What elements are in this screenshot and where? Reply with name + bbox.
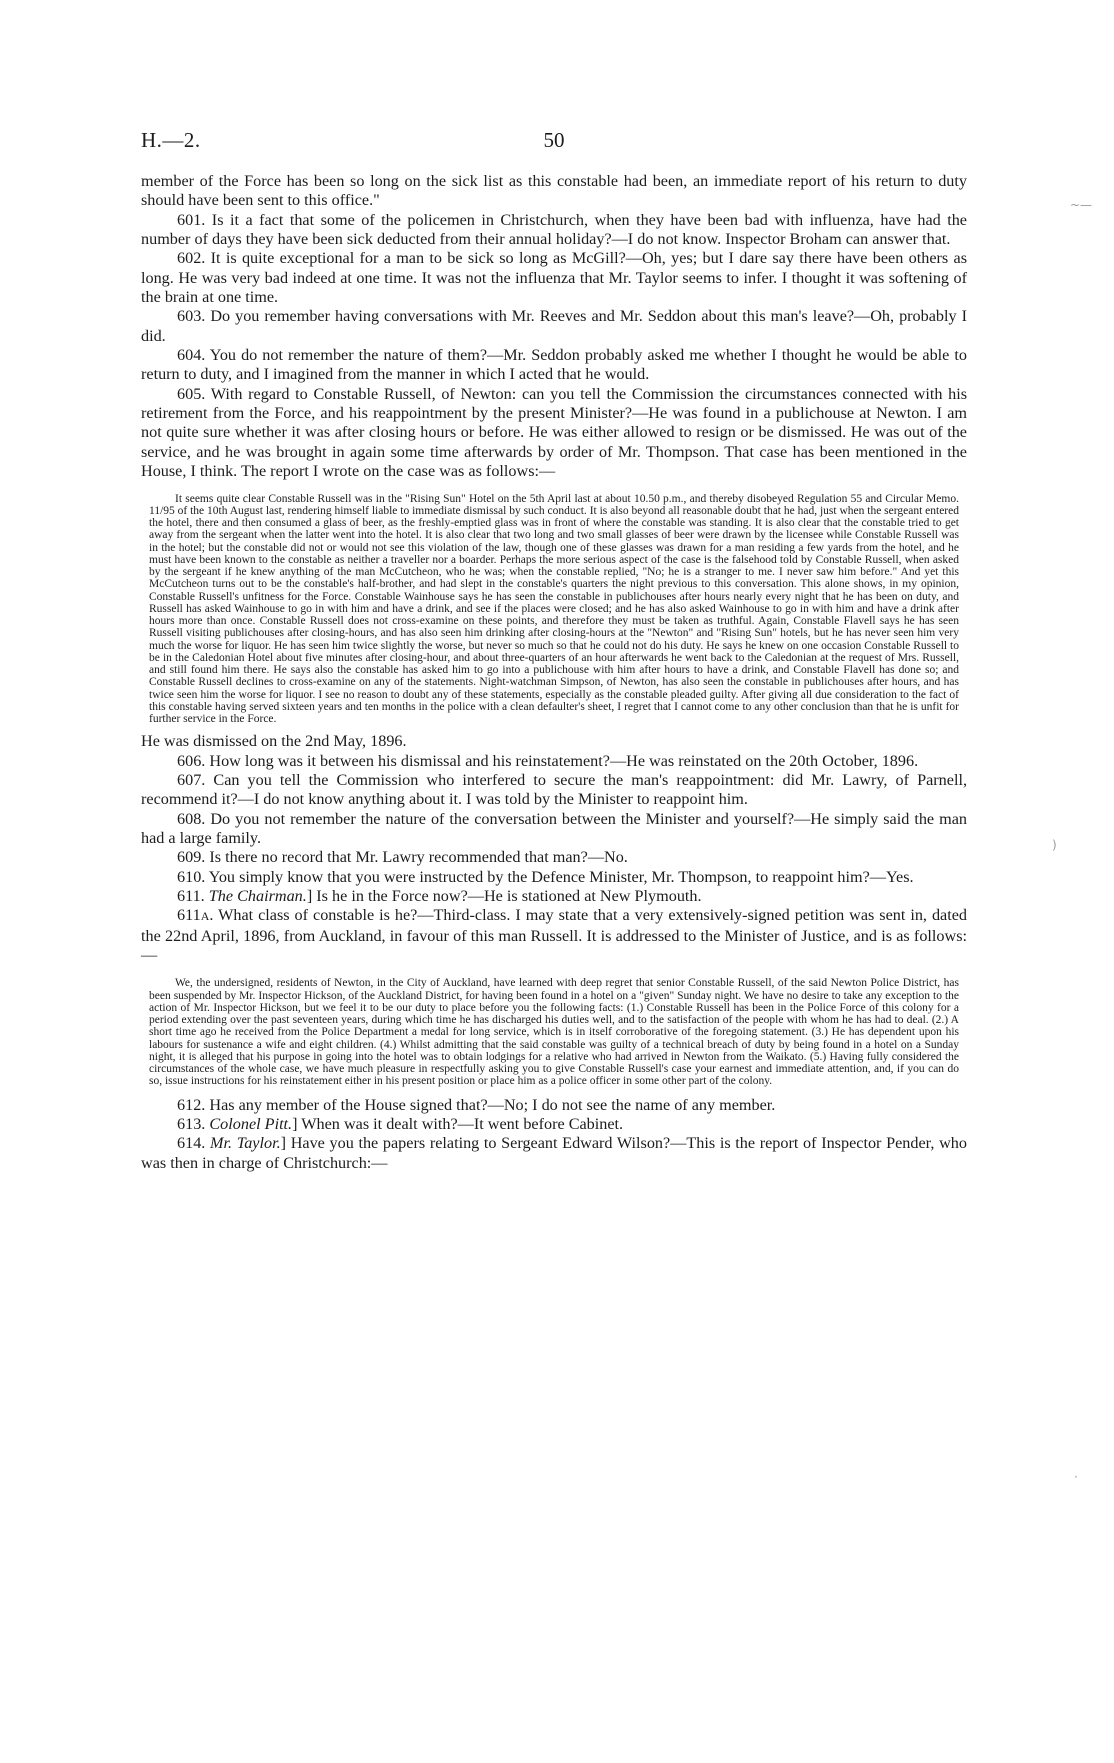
margin-mark: · (1074, 1470, 1078, 1484)
paragraph-608: 608. Do you not remember the nature of the conversation between the Minister and yourself?—He simply said the man had a large family. (141, 809, 967, 847)
question-number: 611 (177, 906, 201, 925)
petition-quote: We, the undersigned, residents of Newton, in the City of Auckland, have learned with deep regret that senior Constable Russell, of the said Newton Police District, has been suspended by Mr. Inspector Hickson, of the Auckland District, for having been found in a hotel on a "given" Sunday night. We have no desire to take any exception to the action of Mr. Inspector Hickson, but we feel it to be our duty to place before you the following facts: (1.) Constable Russell has been in the Police Force of this colony for a period extending over the past seventeen years, during which time he has discharged his duties well, and to the satisfaction of the people with whom he has had to deal. (2.) A short time ago he received from the Police Department a medal for long service, which is in itself corroborative of the foregoing statement. (3.) He has dependent upon his labours for sustenance a wife and eight children. (4.) Whilst admitting that the said constable was guilty of a technical breach of duty by being found in a hotel on a Sunday night, it is alleged that his purpose in going into the hotel was to obtain lodgings for a relative who had arrived in Newton from the Waikato. (5.) Having fully considered the circumstances of the whole case, we have much pleasure in respectfully asking you to give Constable Russell's case your earnest and immediate attention, and, if you can do so, issue instructions for his reinstatement either in his present position or place him as a police officer in some other part of the colony. (149, 977, 959, 1088)
paragraph-602: 602. It is quite exceptional for a man to be sick so long as McGill?—Oh, yes; but I dare say there have been others as long. He was very bad indeed at one time. It was not the influenza that Mr. Taylor seems to infer. I thought it was softening of the brain at one time. (141, 249, 967, 307)
paragraph-606: 606. How long was it between his dismissal and his reinstatement?—He was reinstated on the 20th October, 1896. (177, 751, 919, 770)
paragraph-603: 603. Do you remember having conversations with Mr. Reeves and Mr. Seddon about this man's leave?—Oh, probably I did. (141, 307, 967, 345)
paragraph-610: 610. You simply know that you were instructed by the Defence Minister, Mr. Thompson, to reappoint him?—Yes. (177, 867, 914, 886)
paragraph-611 (141, 887, 967, 906)
speaker-name: Mr. Taylor. (210, 1134, 281, 1153)
paragraph: He was dismissed on the 2nd May, 1896. (141, 732, 407, 751)
question-text: ] Have you the papers relating to Sergeant Edward Wilson?—This is the report of Inspector Pender, who was then in charge of Christchurch:— (141, 1134, 967, 1172)
paragraph-605: 605. With regard to Constable Russell, of Newton: can you tell the Commission the circumstances connected with his retirement from the Force, and his reappointment by the present Minister?—He was found in a publichouse at Newton. I am not quite sure whether it was after closing hours or before. He was either allowed to resign or be dismissed. He was out of the service, and he was brought in again some time afterwards by order of Mr. Thompson. That case has been mentioned in the House, I think. The report I wrote on the case was as follows:— (141, 384, 967, 481)
paragraph-604: 604. You do not remember the nature of them?—Mr. Seddon probably asked me whether I thought he would be able to return to duty, and I imagined from the manner in which I acted that he would. (141, 346, 967, 384)
question-number: 614. (177, 1134, 206, 1153)
question-text: . What class of constable is he?—Third-class. I may state that a very extensively-signed petition was sent in, dated the 22nd April, 1896, from Auckland, in favour of this man Russell. It is addressed to the Minister of Justice, and is as follows:— (141, 906, 967, 965)
question-text: ] When was it dealt with?—It went before Cabinet. (292, 1114, 624, 1133)
question-text: ] Is he in the Force now?—He is stationed at New Plymouth. (306, 887, 702, 905)
page-header (141, 128, 967, 158)
paragraph-607: 607. Can you tell the Commission who interfered to secure the man's reappointment: did Mr. Lawry, of Parnell, recommend it?—I do not know anything about it. I was told by the Minister to reappoint him. (141, 770, 967, 809)
document-body (141, 172, 967, 1173)
question-number: 613. (177, 1114, 206, 1133)
document-reference: H.—2. (141, 128, 201, 152)
question-suffix: A (200, 909, 210, 924)
speaker-name: Colonel Pitt. (209, 1114, 293, 1133)
paragraph-614 (141, 1134, 967, 1173)
paragraph-601: 601. Is it a fact that some of the policemen in Christchurch, when they have been bad with influenza, have had the number of days they have been sick deducted from their annual holiday?—I do not know. Inspector Broham can answer that. (141, 210, 967, 249)
paragraph-613 (141, 1115, 967, 1134)
inspector-report-quote: It seems quite clear Constable Russell was in the "Rising Sun" Hotel on the 5th April last at about 10.50 p.m., and thereby disobeyed Regulation 55 and Circular Memo. 11/95 of the 10th August last, rendering himself liable to immediate dismissal by such conduct. It is also beyond all reasonable doubt that he had, just when the sergeant entered the hotel, there and then consumed a glass of beer, as the freshly-emptied glass was in front of where the constable was standing. It is also clear that the constable tried to get away from the sergeant when the latter went into the hotel. It is also clear that two long and two small glasses of beer were drawn by the licensee while Constable Russell was in the hotel; but the constable did not or would not see this violation of the law, though one of these glasses was drawn for a man residing a few yards from the hotel, and he must have been known to the constable as neither a traveller nor a boarder. Perhaps the more serious aspect of the case is the falsehood told by Constable Russell, when asked by the sergeant if he knew anything of the man McCutcheon, who he was; when the constable replied, "No; he is a stranger to me. I never saw him before." And yet this McCutcheon turns out to be the constable's half-brother, and had slept in the constable's quarters the night previous to this conversation. This alone shows, in my opinion, Constable Russell's unfitness for the Force. Constable Wainhouse says he has seen the constable in publichouses after hours nearly every night that he has been on duty, and Russell has asked Wainhouse to go in with him and have a drink, and see if the places were closed; and he has also asked Wainhouse to go in with him and have a drink after hours more than once. Constable Russell does not cross-examine on these points, and therefore they must be taken as truthful. Again, Constable Flavell says he has seen Russell visiting publichouses after closing-hours, and has also seen him drinking after closing-hours at the "Newton" and "Rising Sun" hotels, but he has never seen him very much the worse for liquor. He has seen him twice slightly the worse, but never so much so that he could not do his duty. He says he knew on one occasion Constable Russell to be in the Caledonian Hotel about five minutes after closing-hour, and about three-quarters of an hour afterwards he went back to the Caledonian at the request of Mrs. Russell, and still found him there. He says also the constable has asked him to go into a publichouse with him after hours to have a drink, and Constable Flavell has done so; and Constable Russell declines to cross-examine on any of the statements. Night-watchman Simpson, of Newton, has also seen the constable in publichouses after hours, and has twice seen him the worse for liquor. I see no reason to doubt any of these statements, especially as the constable pleaded guilty. After giving all due consideration to the fact of this constable having served sixteen years and ten months in the police with a clean defaulter's sheet, I regret that I cannot come to any other conclusion than that he is unfit for further service in the Force. (149, 492, 959, 725)
paragraph-611a (141, 906, 967, 965)
page-number: 50 (543, 128, 565, 152)
paragraph-609: 609. Is there no record that Mr. Lawry recommended that man?—No. (177, 848, 628, 867)
margin-mark: ~— (1070, 198, 1093, 212)
margin-mark: ) (1052, 838, 1057, 852)
paragraph: member of the Force has been so long on the sick list as this constable had been, an immediate report of his return to duty should have been sent to this office." (141, 172, 967, 210)
speaker-name: The Chairman. (208, 887, 307, 905)
paragraph-612: 612. Has any member of the House signed that?—No; I do not see the name of any member. (177, 1095, 776, 1114)
question-number: 611. (177, 887, 205, 905)
